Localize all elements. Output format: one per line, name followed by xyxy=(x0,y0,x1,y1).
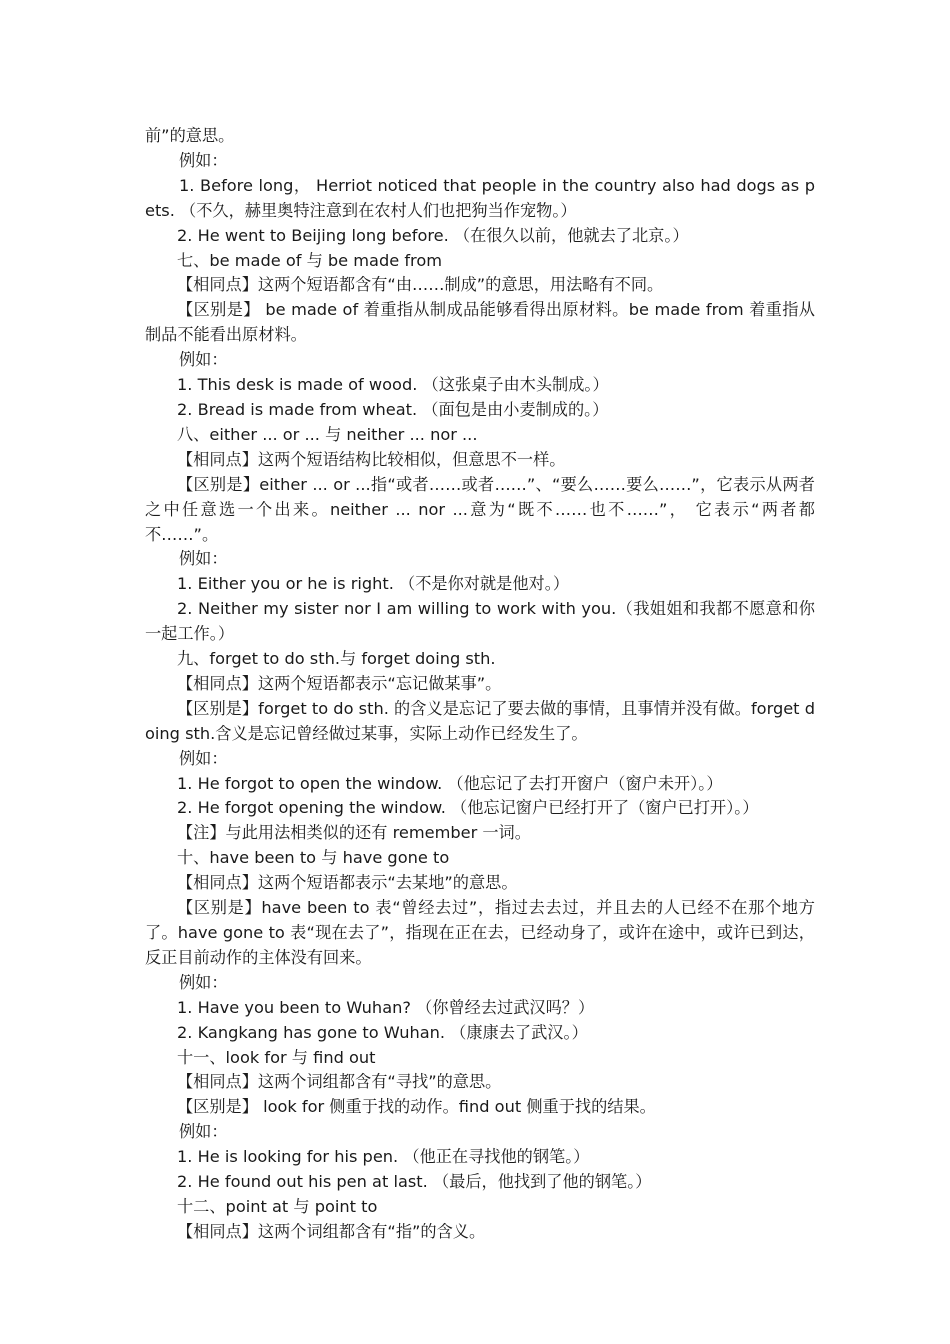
similarity-note: 【相同点】这两个短语都表示“去某地”的意思。 xyxy=(177,873,518,893)
difference-note: 【区别是】forget to do sth. 的含义是忘记了要去做的事情，且事情并没有做。forget doing sth.含义是忘记曾经做过某事，实际上动作已经发生了。 xyxy=(145,698,815,743)
document-body xyxy=(145,124,815,1245)
example-sentence: 2. Neither my sister nor I am willing to work with you.（我姐姐和我都不愿意和你一起工作。） xyxy=(145,599,815,644)
example-sentence: 2. He forgot opening the window. （他忘记窗户已经打开了（窗户已打开）。） xyxy=(177,798,759,818)
similarity-note: 【相同点】这两个短语都表示“忘记做某事”。 xyxy=(177,673,502,693)
section-heading: 十二、point at 与 point to xyxy=(177,1196,378,1216)
example-sentence: 2. He found out his pen at last. （最后，他找到了他的钢笔。） xyxy=(177,1172,652,1192)
section-heading: 七、be made of 与 be made from xyxy=(177,250,443,270)
example-label: 例如： xyxy=(179,549,228,569)
usage-note: 【注】与此用法相类似的还有 remember 一词。 xyxy=(177,823,531,843)
similarity-note: 【相同点】这两个词组都含有“指”的含义。 xyxy=(177,1221,486,1241)
example-sentence: 1. Have you been to Wuhan? （你曾经去过武汉吗？） xyxy=(177,997,595,1017)
section-heading: 八、either ... or ... 与 neither ... nor ... xyxy=(177,424,478,444)
difference-note: 【区别是】either ... or ...指“或者……或者……”、“要么……要么……”，它表示从两者之中任意选一个出来。neither ... nor ...意为“既不……也不……”， 它表示“两者都不……”。 xyxy=(145,474,815,544)
example-label: 例如： xyxy=(179,350,228,370)
example-sentence: 1. This desk is made of wood. （这张桌子由木头制成。） xyxy=(177,375,609,395)
example-sentence: 1. Either you or he is right. （不是你对就是他对。） xyxy=(177,574,570,594)
example-sentence: 2. He went to Beijing long before. （在很久以前，他就去了北京。） xyxy=(177,225,689,245)
similarity-note: 【相同点】这两个短语结构比较相似，但意思不一样。 xyxy=(177,449,566,469)
example-label: 例如： xyxy=(179,972,228,992)
section-heading: 九、forget to do sth.与 forget doing sth. xyxy=(177,649,496,669)
example-sentence: 1. He is looking for his pen. （他正在寻找他的钢笔。） xyxy=(177,1147,590,1167)
similarity-note: 【相同点】这两个短语都含有“由……制成”的意思，用法略有不同。 xyxy=(177,275,664,295)
difference-note: 【区别是】have been to 表“曾经去过”，指过去去过，并且去的人已经不在那个地方了。have gone to 表“现在去了”，指现在正在去，已经动身了，或许在途中，或许已到达，反正目前动作的主体没有回来。 xyxy=(145,898,815,967)
example-sentence: 1. Before long， Herriot noticed that people in the country also had dogs as pets. （不久，赫里奥特注意到在农村人们也把狗当作宠物。） xyxy=(145,175,815,220)
paragraph: 前”的意思。 xyxy=(145,126,235,145)
example-sentence: 2. Bread is made from wheat. （面包是由小麦制成的。） xyxy=(177,399,609,419)
similarity-note: 【相同点】这两个词组都含有“寻找”的意思。 xyxy=(177,1072,502,1092)
example-sentence: 2. Kangkang has gone to Wuhan. （康康去了武汉。） xyxy=(177,1022,588,1042)
example-label: 例如： xyxy=(179,1122,228,1142)
difference-note: 【区别是】 look for 侧重于找的动作。find out 侧重于找的结果。 xyxy=(177,1097,656,1117)
section-heading: 十、have been to 与 have gone to xyxy=(177,848,450,868)
example-sentence: 1. He forgot to open the window. （他忘记了去打开窗户（窗户未开）。） xyxy=(177,773,723,793)
section-heading: 十一、look for 与 find out xyxy=(177,1047,376,1067)
example-label: 例如： xyxy=(179,748,228,768)
example-label: 例如： xyxy=(179,150,228,170)
difference-note: 【区别是】 be made of 着重指从制成品能够看得出原材料。be made from 着重指从制品不能看出原材料。 xyxy=(145,300,815,345)
